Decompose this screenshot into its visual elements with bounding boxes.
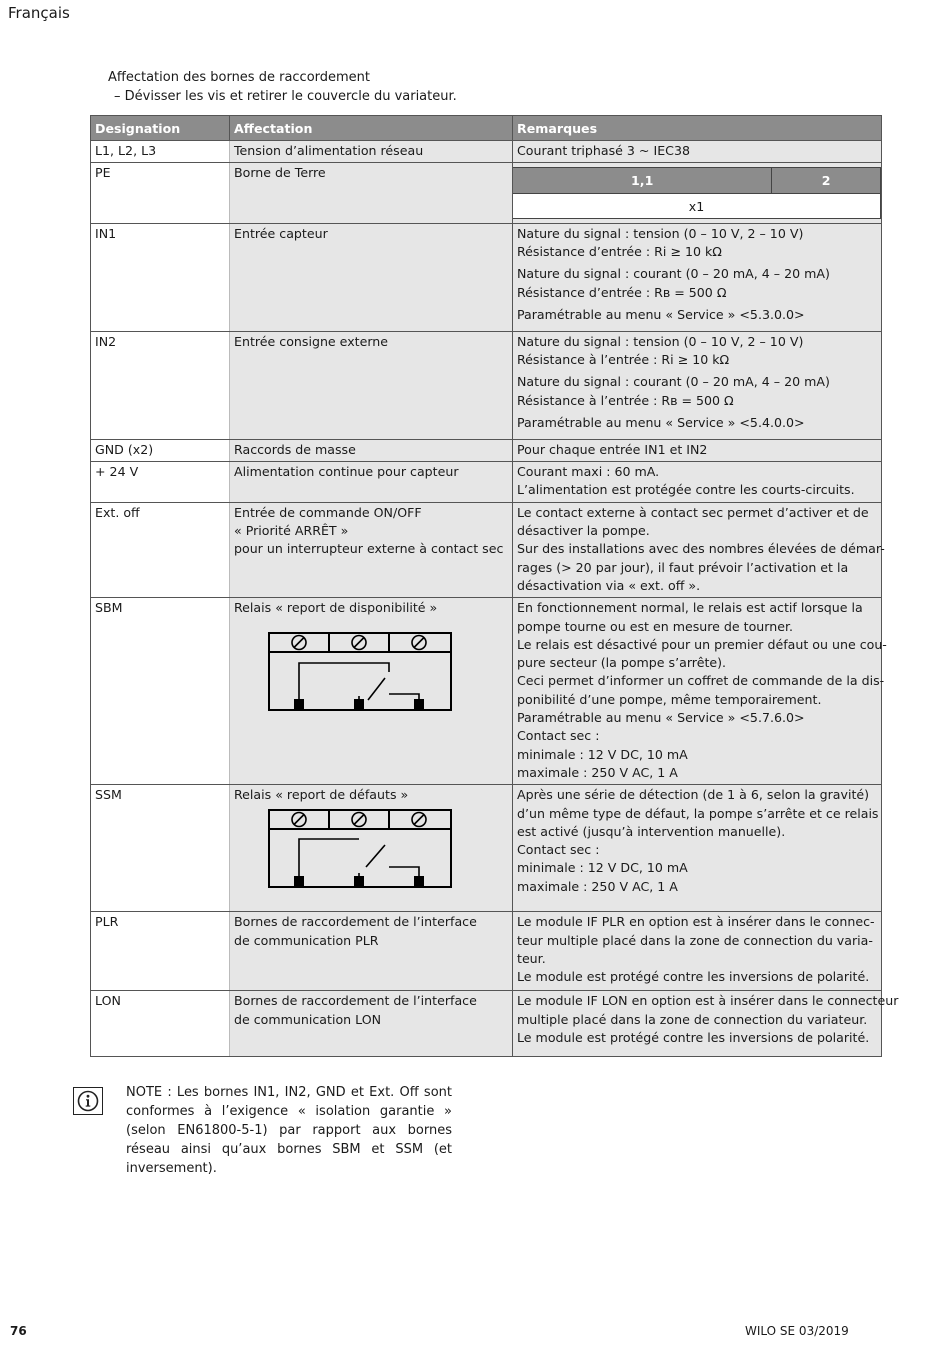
note-text: NOTE : Les bornes IN1, IN2, GND et Ext. Off sont conformes à l’exigence « isolation garantie » (selon EN61800-5-1) par rapport aux bornes réseau ainsi qu’aux bornes SBM et SSM (et inversement). [126,1085,452,1176]
cell-text: pour un interrupteur externe à contact sec [234,541,504,557]
cell-text: minimale : 12 V DC, 10 mA [517,746,688,762]
cell-text: Bornes de raccordement de l’interface [234,914,477,930]
cell-affectation [230,223,513,331]
table-row [91,163,882,224]
cell-text: Résistance à l’entrée : Ri ≥ 10 kΩ [517,352,730,368]
cell-text: Nature du signal : courant (0 – 20 mA, 4 – 20 mA) [517,374,830,390]
cell-text: Résistance à l’entrée : Rʙ = 500 Ω [517,392,734,408]
cell-designation: SBM [91,598,230,785]
cell-affectation [230,991,513,1057]
cell-text: teur. [517,950,546,966]
cell-affectation [230,462,513,503]
relay-diagram-ssm [268,809,452,889]
cell-text: Le contact externe à contact sec permet d’activer et de [517,504,869,520]
cell-text: Paramétrable au menu « Service » <5.3.0.0> [517,307,805,323]
cell-text: Résistance d’entrée : Rʙ = 500 Ω [517,284,727,300]
cell-affectation [230,331,513,439]
cell-text: Nature du signal : tension (0 – 10 V, 2 – 10 V) [517,333,804,349]
cell-text: Résistance d’entrée : Ri ≥ 10 kΩ [517,244,722,260]
intro [108,68,457,106]
inner-header-2: 2 [772,168,881,193]
intro-heading: Affectation des bornes de raccordement [108,70,371,85]
table-row [91,991,882,1057]
cell-designation: PE [91,163,230,224]
cell-designation: IN1 [91,223,230,331]
cell-remarques [513,439,882,461]
cell-affectation [230,912,513,991]
cell-text: Sur des installations avec des nombres élevées de démar- [517,541,885,557]
table-header-row [91,116,882,141]
cell-text: Relais « report de défauts » [234,787,409,803]
cell-text: Raccords de masse [234,441,356,457]
col-header-designation: Designation [91,116,230,141]
cell-designation: IN2 [91,331,230,439]
footer-publisher: WILO SE 03/2019 [745,1324,849,1338]
cell-text: minimale : 12 V DC, 10 mA [517,860,688,876]
cell-remarques [513,991,899,1057]
cell-text: Le relais est désactivé pour un premier défaut ou une cou- [517,636,887,652]
cell-designation: SSM [91,785,230,912]
cell-remarques [513,502,885,597]
table-row [91,912,882,991]
cell-text: pure secteur (la pompe s’arrête). [517,655,727,671]
cell-remarques [513,223,882,331]
cell-text: Le module est protégé contre les inversions de polarité. [517,1029,870,1045]
cell-text: Le module est protégé contre les inversions de polarité. [517,969,870,985]
cell-text: de communication LON [234,1011,382,1027]
cell-text: Relais « report de disponibilité » [234,600,438,616]
cell-text: Contact sec : [517,842,600,858]
inner-header-1: 1,1 [513,168,772,193]
table-row [91,331,882,439]
cell-text: Le module IF LON en option est à insérer dans le connecteur [517,993,899,1009]
table-row [91,223,882,331]
info-icon [73,1087,103,1115]
cell-remarques [513,785,882,912]
cell-remarques [513,912,882,991]
cell-text: maximale : 250 V AC, 1 A [517,764,678,780]
cell-text: Borne de Terre [234,165,326,181]
table-row [91,439,882,461]
cell-text: multiple placé dans la zone de connection du variateur. [517,1011,868,1027]
terminal-table [90,115,899,1057]
cell-text: de communication PLR [234,932,379,948]
cell-remarques [513,141,882,163]
cell-affectation [230,141,513,163]
table-row [91,141,882,163]
cell-remarques [513,462,882,503]
col-header-remarques: Remarques [513,116,882,141]
cell-text: désactiver la pompe. [517,523,650,539]
cell-affectation [230,439,513,461]
cell-text: maximale : 250 V AC, 1 A [517,878,678,894]
cell-text: Alimentation continue pour capteur [234,464,459,480]
cell-text: L’alimentation est protégée contre les courts-circuits. [517,482,855,498]
pe-inner-table [512,167,881,219]
cell-remarques [513,598,887,785]
cell-text: Pour chaque entrée IN1 et IN2 [517,441,708,457]
cell-text: ponibilité d’une pompe, même temporairement. [517,691,822,707]
table-row [91,462,882,503]
cell-text: rages (> 20 par jour), il faut prévoir l’activation et la [517,559,849,575]
cell-affectation [230,598,513,785]
cell-text: Courant maxi : 60 mA. [517,464,660,480]
cell-text: En fonctionnement normal, le relais est actif lorsque la [517,600,863,616]
cell-text: Paramétrable au menu « Service » <5.4.0.0> [517,415,805,431]
language-label: Français [8,4,70,22]
cell-text: Entrée consigne externe [234,333,389,349]
cell-text: Bornes de raccordement de l’interface [234,993,477,1009]
cell-text: Entrée capteur [234,225,328,241]
cell-text: teur multiple placé dans la zone de connection du varia- [517,932,873,948]
cell-text: Le module IF PLR en option est à insérer dans le connec- [517,914,875,930]
cell-text: pompe tourne ou est en mesure de tourner. [517,618,793,634]
inner-value: x1 [513,193,881,218]
cell-text: « Priorité ARRÊT » [234,523,349,539]
table-row [91,598,882,785]
cell-text: Paramétrable au menu « Service » <5.7.6.0> [517,710,805,726]
cell-text: est activé (jusqu’à intervention manuelle). [517,823,786,839]
cell-affectation [230,785,513,912]
cell-designation: GND (x2) [91,439,230,461]
cell-designation: + 24 V [91,462,230,503]
cell-affectation [230,502,513,597]
cell-remarques [513,163,882,224]
cell-text: Nature du signal : tension (0 – 10 V, 2 – 10 V) [517,225,804,241]
cell-text: Contact sec : [517,728,600,744]
cell-text: Ceci permet d’informer un coffret de commande de la dis- [517,673,885,689]
cell-text: désactivation via « ext. off ». [517,577,701,593]
cell-text: Tension d’alimentation réseau [234,143,424,158]
intro-step: – Dévisser les vis et retirer le couvercle du variateur. [114,89,457,104]
cell-designation: L1, L2, L3 [91,141,230,163]
cell-text: d’un même type de défaut, la pompe s’arrête et ce relais [517,805,879,821]
cell-designation: Ext. off [91,502,230,597]
page-number: 76 [10,1324,27,1338]
cell-designation: LON [91,991,230,1057]
col-header-affectation: Affectation [230,116,513,141]
cell-text: Après une série de détection (de 1 à 6, selon la gravité) [517,787,870,803]
cell-designation: PLR [91,912,230,991]
table-row [91,502,882,597]
cell-text: Nature du signal : courant (0 – 20 mA, 4 – 20 mA) [517,266,830,282]
cell-text: Courant triphasé 3 ~ IEC38 [517,143,690,158]
cell-remarques [513,331,882,439]
cell-text: Entrée de commande ON/OFF [234,504,422,520]
cell-affectation [230,163,513,224]
table-row [91,785,882,912]
relay-diagram-sbm [268,632,452,712]
